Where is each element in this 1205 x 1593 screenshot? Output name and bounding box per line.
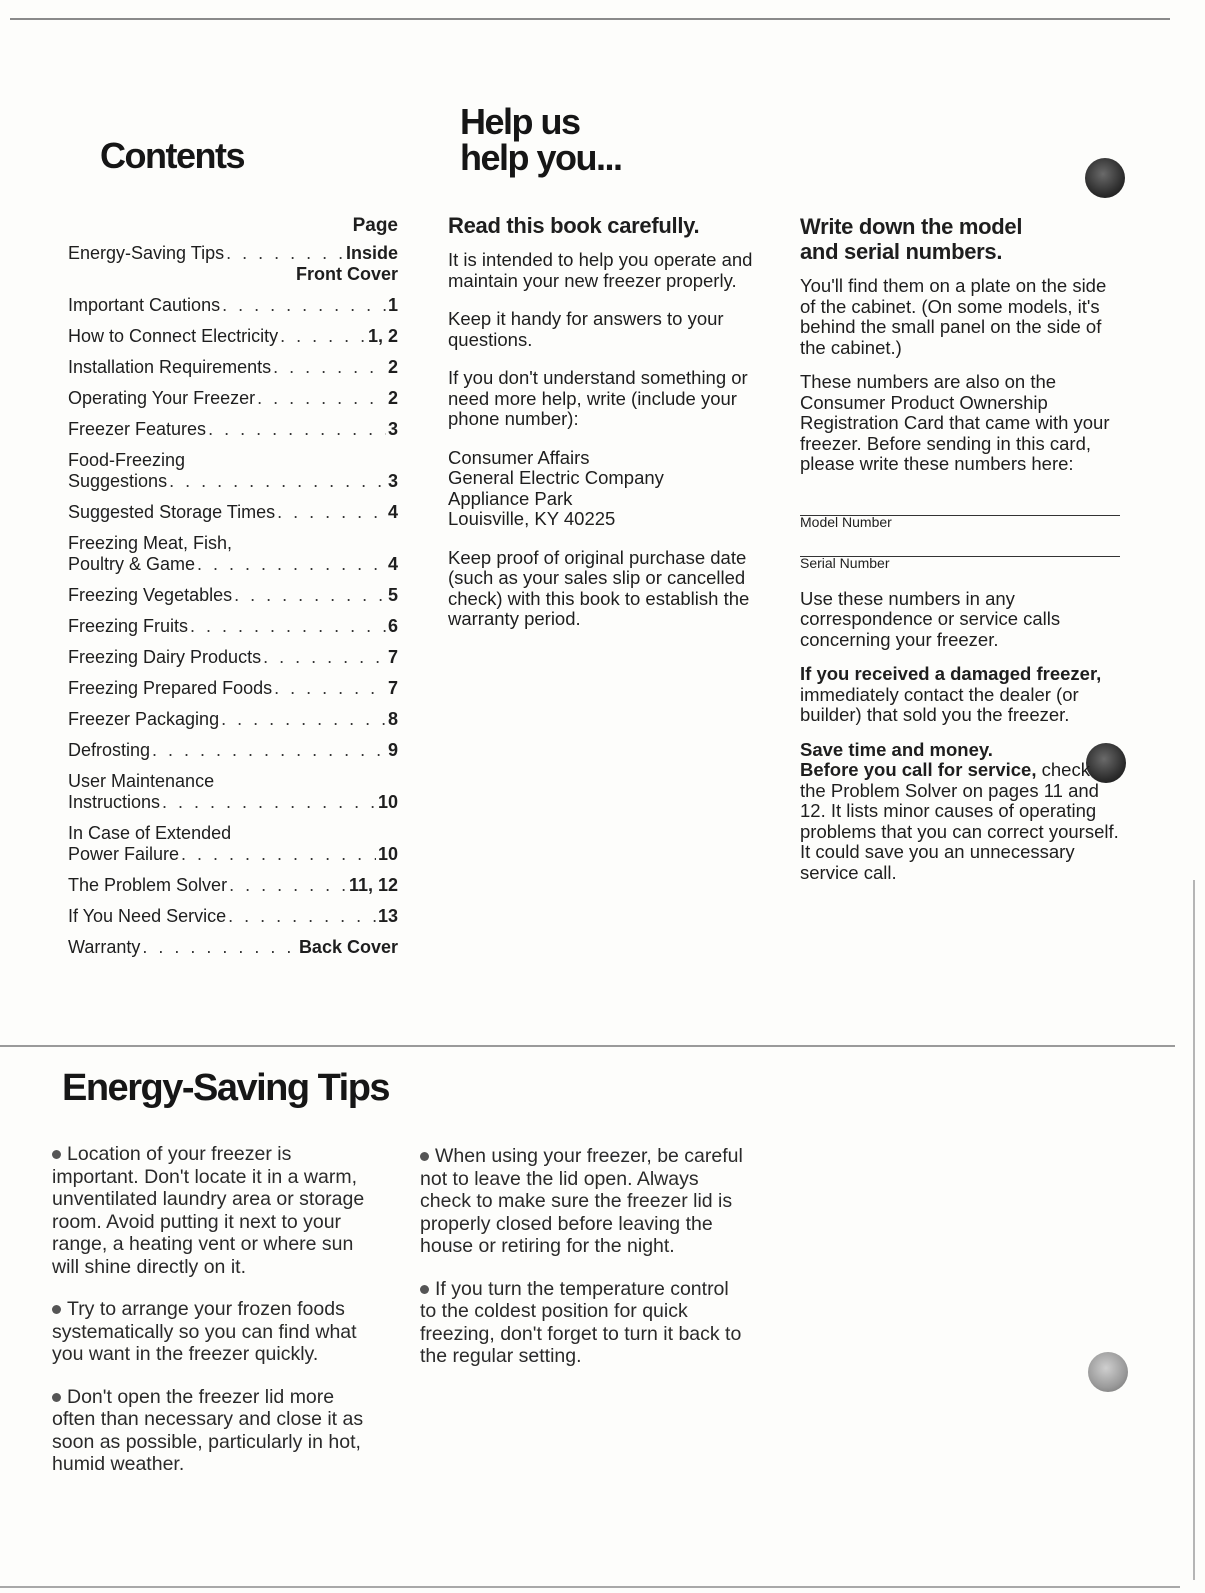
toc-leader-dots	[226, 243, 344, 264]
toc-leader-dots	[280, 326, 366, 347]
toc-leader-dots	[234, 585, 386, 606]
help-title	[460, 101, 622, 178]
write-paragraph: You'll find them on a plate on the side of the cabinet. (On some models, it's behind the small panel on the side of the cabinet.)	[800, 275, 1107, 358]
toc-entry	[68, 823, 398, 865]
read-paragraph: Keep it handy for answers to your questions.	[448, 308, 724, 350]
read-paragraph: Keep proof of original purchase date (such as your sales slip or cancelled check) with this book to establish the warranty period.	[448, 546, 750, 629]
model-number-label: Model Number	[800, 514, 892, 530]
toc-entry-page: 7	[387, 678, 398, 698]
write-heading-line1: Write down the model	[800, 214, 1023, 239]
toc-entry-label: Suggestions	[68, 471, 168, 491]
help-title-line1: Help us	[460, 101, 580, 142]
toc-entry-label-line1: Freezing Meat, Fish,	[68, 533, 233, 553]
tip-item	[420, 1145, 745, 1258]
toc-leader-dots	[152, 740, 386, 761]
toc-leader-dots	[169, 471, 386, 492]
toc-entry-label: Freezer Packaging	[68, 709, 220, 729]
table-of-contents	[68, 215, 398, 968]
read-paragraph: If you don't understand something or need more help, write (include your phone number):	[448, 367, 748, 429]
toc-entry	[68, 771, 398, 813]
toc-leader-dots	[162, 792, 376, 813]
address-line: Louisville, KY 40225	[448, 508, 616, 529]
write-heading-line2: and serial numbers.	[800, 239, 1003, 264]
tip-item	[52, 1298, 382, 1366]
read-paragraph: It is intended to help you operate and maintain your new freezer properly.	[448, 249, 753, 291]
toc-entry-label: Defrosting	[68, 740, 151, 760]
toc-entry-label: Freezer Features	[68, 419, 207, 439]
toc-entry	[68, 295, 398, 316]
contents-title: Contents	[100, 135, 244, 176]
bullet-icon	[420, 1285, 429, 1294]
toc-entry	[68, 740, 398, 761]
toc-leader-dots	[197, 554, 386, 575]
tip-text: If you turn the temperature control to the coldest position for quick freezing, don't forget to turn it back to the regular setting.	[420, 1277, 742, 1367]
toc-entry-page: 1, 2	[367, 326, 398, 346]
toc-entry-page: 5	[387, 585, 398, 605]
toc-entry	[68, 450, 398, 492]
toc-entry-page: 4	[387, 554, 398, 574]
toc-entry	[68, 709, 398, 730]
toc-entry-label-line1: Food-Freezing	[68, 450, 186, 470]
toc-entry	[68, 357, 398, 378]
toc-entry-label: The Problem Solver	[68, 875, 228, 895]
damaged-freezer-lead: If you received a damaged freezer,	[800, 663, 1102, 684]
damaged-freezer-text: immediately contact the dealer (or builder) that sold you the freezer.	[800, 683, 1079, 725]
tip-item	[420, 1278, 745, 1368]
energy-tips-title: Energy-Saving Tips	[62, 1067, 390, 1109]
toc-entry	[68, 388, 398, 409]
binder-hole-bottom	[1088, 1352, 1128, 1392]
help-title-line2: help you...	[460, 137, 622, 178]
bullet-icon	[52, 1150, 61, 1159]
toc-entry	[68, 243, 398, 285]
toc-entry-label-line1: User Maintenance	[68, 771, 215, 791]
toc-entry-page: 2	[387, 357, 398, 377]
write-paragraph: Use these numbers in any correspondence or service calls concerning your freezer.	[800, 587, 1061, 650]
toc-entry	[68, 502, 398, 523]
toc-entry-page: 3	[387, 419, 398, 439]
toc-leader-dots	[190, 616, 386, 637]
toc-entry	[68, 875, 398, 896]
tip-item	[52, 1143, 382, 1278]
toc-entry-label: Instructions	[68, 792, 161, 812]
toc-entry-label: Operating Your Freezer	[68, 388, 256, 408]
toc-entry-label-line1: In Case of Extended	[68, 823, 232, 843]
toc-entry	[68, 533, 398, 575]
write-section	[800, 214, 1120, 897]
toc-entry	[68, 906, 398, 927]
toc-entry	[68, 647, 398, 668]
serial-number-field[interactable]	[800, 530, 1120, 571]
toc-entry-page: Back Cover	[298, 937, 398, 957]
toc-entry-page: 10	[377, 792, 398, 812]
toc-entry-label: If You Need Service	[68, 906, 227, 926]
number-fields	[800, 489, 1120, 571]
toc-entry-page: 10	[377, 844, 398, 864]
toc-leader-dots	[229, 875, 347, 896]
top-rule	[10, 18, 1170, 20]
toc-leader-dots	[142, 937, 297, 958]
binder-hole-top	[1085, 158, 1125, 198]
tip-text: Don't open the freezer lid more often than necessary and close it as soon as possible, particularly in hot, humid weather.	[52, 1385, 364, 1475]
toc-entry-page: 6	[387, 616, 398, 636]
toc-leader-dots	[208, 419, 386, 440]
tips-left-column	[52, 1143, 382, 1496]
toc-entry	[68, 585, 398, 606]
toc-entry-page: 7	[387, 647, 398, 667]
bottom-rule	[0, 1586, 1180, 1588]
save-time-text: check the Problem Solver on pages 11 and 12. It lists minor causes of operating problems that you can correct yourself. It could save you an unnecessary service call.	[800, 759, 1119, 883]
read-section	[448, 213, 768, 648]
toc-leader-dots	[222, 295, 386, 316]
toc-entry	[68, 326, 398, 347]
section-divider	[0, 1045, 1175, 1047]
address-line: Appliance Park	[448, 487, 573, 509]
toc-leader-dots	[257, 388, 386, 409]
page-edge	[1193, 880, 1195, 1580]
address-block	[448, 448, 768, 530]
toc-entry-label: Freezing Vegetables	[68, 585, 233, 605]
toc-entry-page: 13	[377, 906, 398, 926]
toc-entry-page: 2	[387, 388, 398, 408]
toc-entry-label: Warranty	[68, 937, 141, 957]
address-line: General Electric Company	[448, 467, 664, 488]
toc-leader-dots	[228, 906, 376, 927]
toc-leader-dots	[181, 844, 376, 865]
model-number-field[interactable]	[800, 489, 1120, 530]
toc-entry-label: Freezing Prepared Foods	[68, 678, 273, 698]
toc-entry-page: Inside	[345, 243, 398, 263]
save-time-lead: Save time and money.	[800, 738, 993, 760]
toc-entry-label: Freezing Dairy Products	[68, 647, 262, 667]
toc-entry	[68, 937, 398, 958]
toc-entry	[68, 616, 398, 637]
before-service-lead: Before you call for service,	[800, 759, 1037, 780]
toc-leader-dots	[273, 357, 386, 378]
write-heading	[800, 214, 1120, 264]
toc-entry-label: Suggested Storage Times	[68, 502, 276, 522]
tip-text: When using your freezer, be careful not to leave the lid open. Always check to make sure the freezer lid is properly closed before leaving the house or retiring for the night.	[420, 1145, 743, 1257]
toc-entry	[68, 419, 398, 440]
toc-entry-page-line2: Front Cover	[295, 264, 398, 284]
tip-text: Try to arrange your frozen foods systematically so you can find what you want in the freezer quickly.	[52, 1298, 357, 1365]
toc-entry-page: 8	[387, 709, 398, 729]
toc-entry-page: 3	[387, 471, 398, 491]
toc-leader-dots	[277, 502, 386, 523]
toc-entry-label: Power Failure	[68, 844, 180, 864]
toc-entry-label: Freezing Fruits	[68, 616, 189, 636]
tip-item	[52, 1386, 382, 1476]
toc-leader-dots	[221, 709, 386, 730]
save-time-paragraph	[800, 740, 1120, 884]
toc-entry-page: 1	[387, 295, 398, 315]
toc-list	[68, 243, 398, 958]
toc-entry-page: 4	[387, 502, 398, 522]
read-heading: Read this book carefully.	[448, 213, 700, 238]
tip-text: Location of your freezer is important. Don't locate it in a warm, unventilated laundry area or storage room. Avoid putting it next to your range, a heating vent or where sun will shine directly on it.	[52, 1143, 365, 1278]
tips-right-column	[420, 1145, 745, 1388]
toc-entry-page: 11, 12	[348, 875, 398, 895]
bullet-icon	[52, 1305, 61, 1314]
toc-entry-label: Poultry & Game	[68, 554, 196, 574]
toc-entry-page: 9	[387, 740, 398, 760]
bullet-icon	[420, 1152, 429, 1161]
toc-entry-label: Energy-Saving Tips	[68, 243, 225, 263]
write-paragraph: These numbers are also on the Consumer Product Ownership Registration Card that came with your freezer. Before sending in this card, please write these numbers here:	[800, 371, 1110, 474]
serial-number-label: Serial Number	[800, 555, 890, 571]
toc-entry	[68, 678, 398, 699]
damaged-freezer-paragraph	[800, 664, 1120, 726]
bullet-icon	[52, 1393, 61, 1402]
address-line: Consumer Affairs	[448, 446, 590, 468]
toc-entry-label: Important Cautions	[68, 295, 221, 315]
toc-entry-label: How to Connect Electricity	[68, 326, 279, 346]
toc-page-header: Page	[352, 215, 398, 236]
toc-entry-label: Installation Requirements	[68, 357, 272, 377]
toc-leader-dots	[274, 678, 386, 699]
toc-leader-dots	[263, 647, 386, 668]
